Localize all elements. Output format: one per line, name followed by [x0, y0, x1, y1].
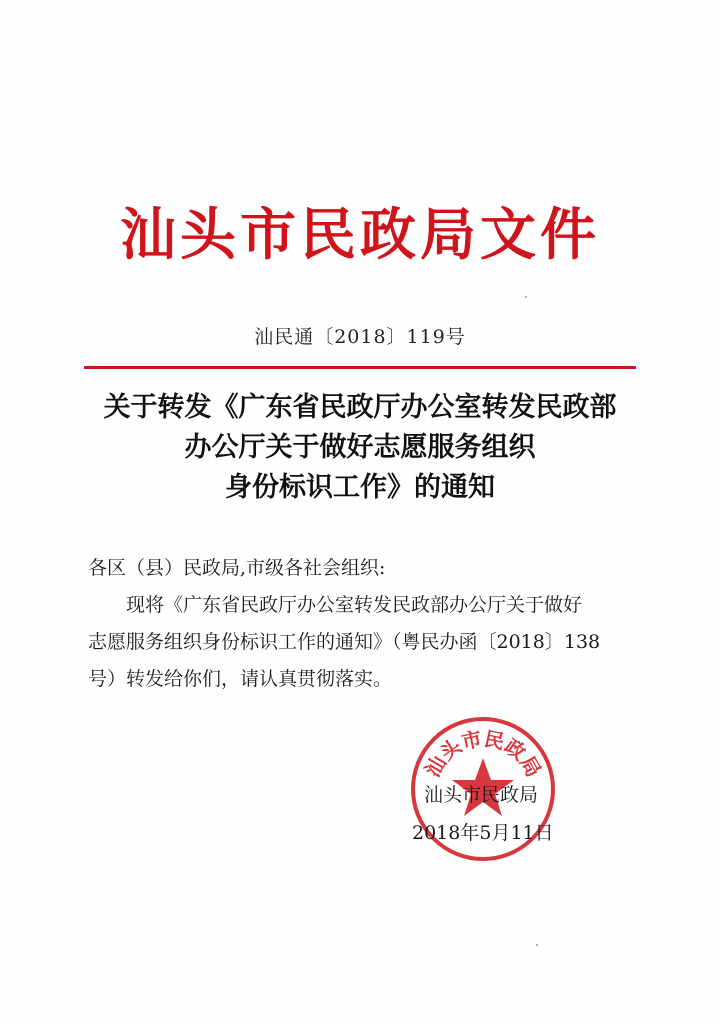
issuer-name: 汕头市民政局 — [424, 784, 539, 806]
subject-line-3: 身份标识工作》的通知 — [225, 472, 495, 503]
red-divider-line — [84, 366, 636, 369]
scan-speck — [536, 944, 538, 946]
document-header-title: 汕头市民政局文件 — [120, 202, 600, 268]
scan-speck — [525, 296, 527, 298]
paragraph-line-3: 号）转发给你们，请认真贯彻落实。 — [88, 668, 393, 690]
salutation: 各区（县）民政局,市级各社会组织: — [88, 557, 386, 579]
subject-line-1: 关于转发《广东省民政厅办公室转发民政部 — [103, 392, 617, 423]
document-number: 汕民通〔2018〕119号 — [254, 326, 466, 348]
document-body — [88, 550, 648, 698]
paragraph-line-1: 现将《广东省民政厅办公室转发民政部办公厅关于做好 — [126, 594, 583, 616]
seal-ring-text: 汕头市民政局 — [420, 726, 546, 782]
subject-line-2: 办公厅关于做好志愿服务组织 — [184, 432, 536, 463]
document-subject — [60, 388, 660, 508]
paragraph-line-2: 志愿服务组织身份标识工作的通知》（粤民办函〔2018〕138 — [88, 631, 601, 653]
issue-date: 2018年5月11日 — [412, 822, 554, 844]
